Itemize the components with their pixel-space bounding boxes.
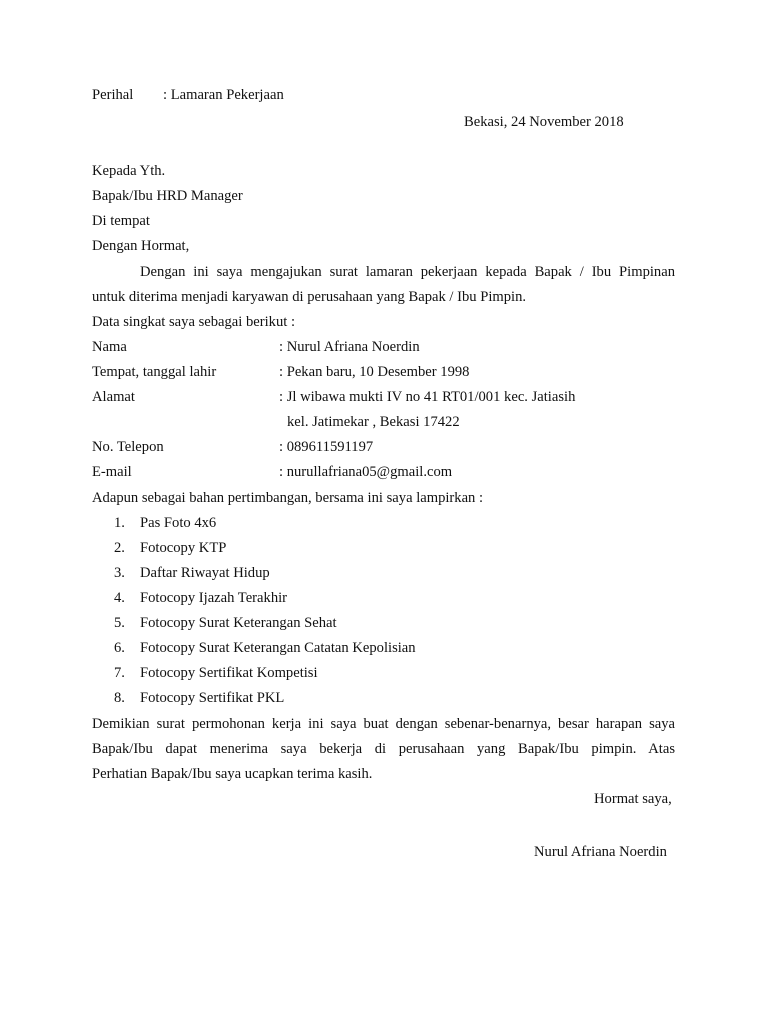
perihal-value: : Lamaran Pekerjaan: [163, 87, 284, 103]
nama-value: : Nurul Afriana Noerdin: [279, 339, 420, 355]
list-item-number: 5.: [114, 615, 125, 631]
ttl-value: : Pekan baru, 10 Desember 1998: [279, 364, 470, 380]
list-item-number: 3.: [114, 565, 125, 581]
signoff: Hormat saya,: [594, 791, 672, 807]
list-item: Fotocopy Sertifikat PKL: [140, 690, 285, 706]
telp-label: No. Telepon: [92, 439, 164, 455]
list-item-number: 2.: [114, 540, 125, 556]
list-item: Daftar Riwayat Hidup: [140, 565, 270, 581]
list-item: Fotocopy Ijazah Terakhir: [140, 590, 288, 606]
closing-line-2: Bapak/Ibu dapat menerima saya bekerja di perusahaan yang Bapak/Ibu pimpin. Atas: [92, 741, 675, 757]
list-item-number: 4.: [114, 590, 125, 606]
alamat-value-2: kel. Jatimekar , Bekasi 17422: [287, 414, 460, 430]
list-item: Fotocopy KTP: [140, 540, 227, 556]
greeting: Dengan Hormat,: [92, 238, 190, 254]
recipient-line-3: Di tempat: [92, 213, 150, 229]
email-label: E-mail: [92, 464, 132, 480]
signature-name: Nurul Afriana Noerdin: [534, 844, 667, 860]
nama-label: Nama: [92, 339, 127, 355]
perihal-label: Perihal: [92, 87, 134, 103]
recipient-line-1: Kepada Yth.: [92, 163, 166, 179]
telp-value: : 089611591197: [279, 439, 374, 455]
list-item-number: 6.: [114, 640, 125, 656]
list-item: Fotocopy Surat Keterangan Catatan Kepolisian: [140, 640, 416, 656]
intro-line-1: Dengan ini saya mengajukan surat lamaran pekerjaan kepada Bapak / Ibu Pimpinan: [140, 264, 675, 280]
list-item-number: 8.: [114, 690, 125, 706]
closing-line-1: Demikian surat permohonan kerja ini saya buat dengan sebenar-benarnya, besar harapan saya: [92, 716, 675, 732]
list-item-number: 7.: [114, 665, 125, 681]
closing-line-3: Perhatian Bapak/Ibu saya ucapkan terima kasih.: [92, 766, 373, 782]
list-item: Fotocopy Sertifikat Kompetisi: [140, 665, 318, 681]
intro-line-2: untuk diterima menjadi karyawan di perusahaan yang Bapak / Ibu Pimpin.: [92, 289, 527, 305]
alamat-label: Alamat: [92, 389, 135, 405]
list-item: Pas Foto 4x6: [140, 515, 217, 531]
recipient-line-2: Bapak/Ibu HRD Manager: [92, 188, 243, 204]
list-item: Fotocopy Surat Keterangan Sehat: [140, 615, 337, 631]
alamat-value-1: : Jl wibawa mukti IV no 41 RT01/001 kec. Jatiasih: [279, 389, 576, 405]
ttl-label: Tempat, tanggal lahir: [92, 364, 217, 380]
email-value: : nurullafriana05@gmail.com: [279, 464, 453, 480]
list-item-number: 1.: [114, 515, 125, 531]
data-intro: Data singkat saya sebagai berikut :: [92, 314, 296, 330]
place-date: Bekasi, 24 November 2018: [464, 114, 624, 130]
attachments-intro: Adapun sebagai bahan pertimbangan, bersama ini saya lampirkan :: [92, 490, 484, 506]
